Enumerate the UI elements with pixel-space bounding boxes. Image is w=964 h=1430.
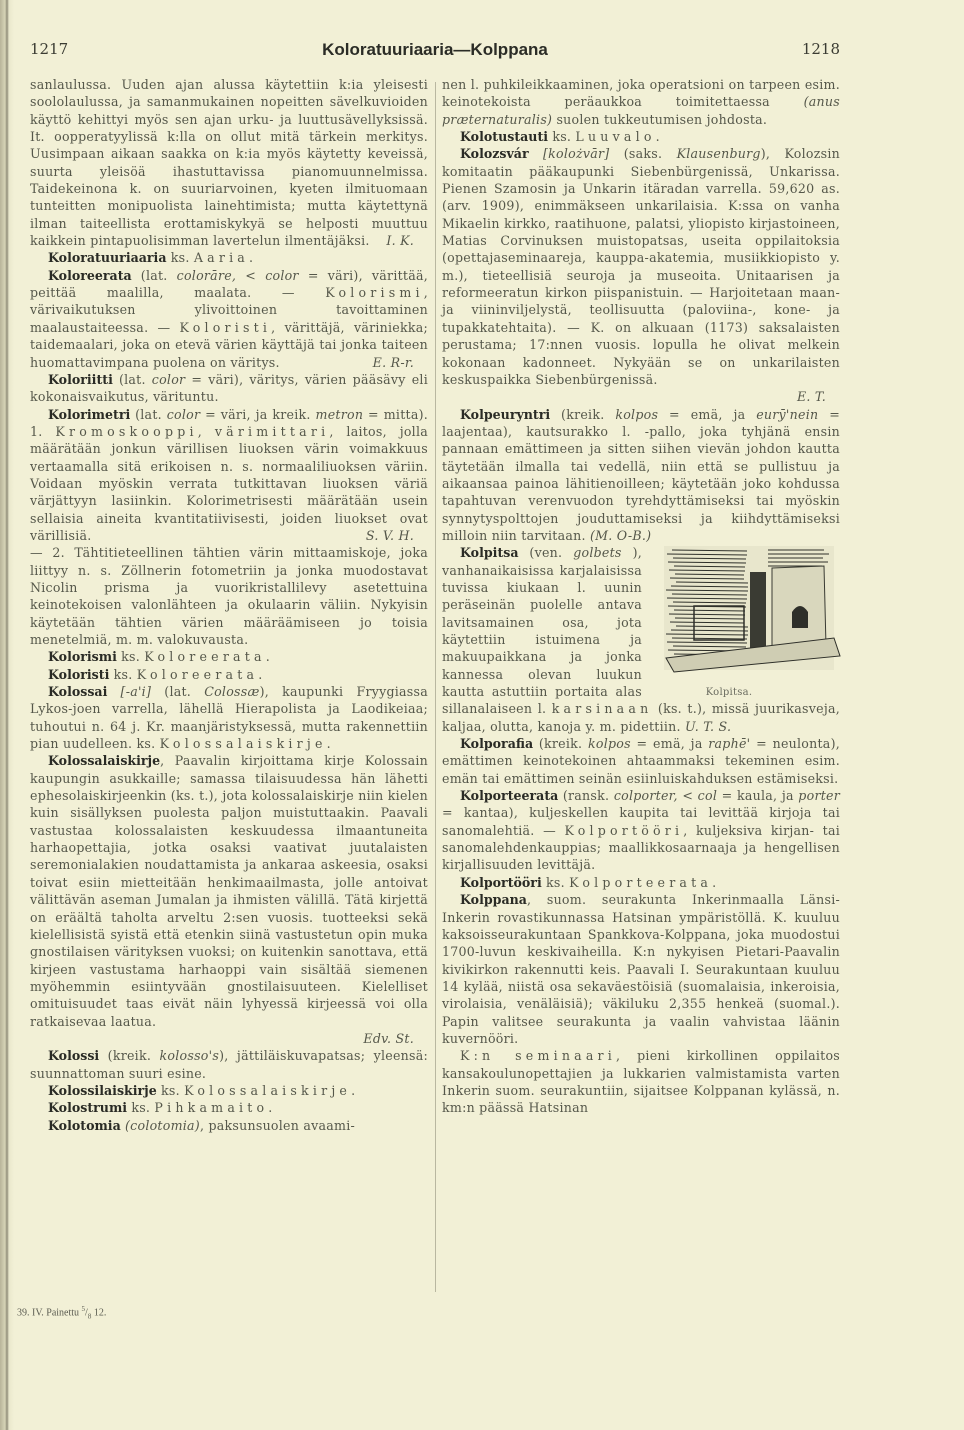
entry-italic-term: (anus præternaturalis) <box>442 94 840 127</box>
page-number-right: 1218 <box>801 40 840 58</box>
book-binding-edge <box>0 0 14 1430</box>
left-column <box>30 76 428 1134</box>
entry-paragraph <box>442 76 840 128</box>
entry-text: = emä, ja <box>630 736 709 752</box>
entry-text: . <box>655 129 660 145</box>
cross-reference: Koloreerata <box>144 649 266 665</box>
entry-text: (lat. <box>151 684 205 700</box>
entry-text: = kaula, ja <box>717 788 799 804</box>
entry-paragraph <box>30 371 428 406</box>
entry-text: . <box>268 1100 273 1116</box>
entry-text: . <box>249 250 254 266</box>
entry-paragraph <box>30 752 428 1047</box>
date-denominator: 8 <box>87 1312 92 1321</box>
entry-text: , paksunsuolen avaami- <box>199 1117 355 1133</box>
entry-text: = laajentaa), kautsurakko l. -pallo, joka tyhjänä ensin pannaan emättimeen ja sitten siihen vievän johdon kautta täytetään ilmalla tai vedellä, niin että se pullistuu ja aikaansaa painoa lähitienoilleen; käytetään joko kohdussa tapahtuvan verenvuodon tyrehdyttämiseksi tai myöskin synnytyspolttojen jouduttamiseksi ja kiihdyttämiseksi milloin niin tarvitaan. <box>442 406 840 543</box>
entry-text: , <box>197 423 215 439</box>
figure-caption: Kolpitsa. <box>705 687 753 699</box>
entry-text: (ks. t.), missä juurikasveja, kaljaa, olutta, kanoja y. m. pidettiin. <box>442 701 840 734</box>
entry-italic-term: [-a'i] <box>120 684 152 700</box>
cross-reference: K:n seminaari <box>460 1048 617 1064</box>
entry-headword: Koloriitti <box>48 371 113 387</box>
entry-italic-term: (colotomia) <box>125 1117 200 1133</box>
entry-headword: Kolorimetri <box>48 406 131 422</box>
entry-headword: Kolporafia <box>460 736 534 752</box>
entry-text: , kuljeksiva kirjan- tai sanomalehdenkauppias; maallikkosaarnaaja ja hengellisen kirjallisuuden levittäjä. <box>442 822 840 873</box>
entry-text: ), kaupunki Fryygiassa Lykos-joen varrella, lähellä Hierapolista ja Laodikeiaa; tuhoutui n. 64 j. Kr. maanjäristyksessä, mutta rakennettiin pian uudelleen. ks. <box>30 684 428 752</box>
entry-text: = väri), väritys, värien pääsävy eli kokonaisvaikutus, värituntu. <box>30 371 428 405</box>
entry-text: ks. <box>127 1100 155 1116</box>
entry-text: , pieni kirkollinen oppilaitos kansakoulunopettajien ja lukkarien valmistamista varten Inkerin suom. seurakuntiin, sijaitsee Kolppanan kylässä, n. km:n päässä Hatsinan <box>442 1048 840 1116</box>
entry-text: (lat. <box>112 371 152 387</box>
entry-paragraph <box>30 648 428 665</box>
cross-reference: Pihkamaito <box>154 1100 269 1116</box>
kolpitsa-illustration <box>654 546 844 700</box>
cross-reference: karsinaan <box>551 701 653 717</box>
entry-paragraph <box>442 891 840 1047</box>
entry-paragraph <box>30 76 428 249</box>
printing-signature: 39. IV. Painettu <box>17 1307 80 1319</box>
entry-italic-term: eurȳ'nein <box>756 406 819 422</box>
entry-text: ), jättiläiskuvapatsas; yleensä: suunnattoman suuri esine. <box>30 1048 429 1081</box>
entry-italic-term: golbets <box>573 545 622 561</box>
cross-reference: Kolporteerata <box>569 874 713 890</box>
entry-paragraph <box>442 735 840 787</box>
entry-text: ), vanhanaikaisissa karjalaisissa tuvissa kiukaan l. uunin peräseinän puolelle antava lavitsamainen osa, jota käytettiin istuimena ja makuupaikkana ja jonka kannessa olevan luukun kautta astuttiin portaita alas sillanalaiseen l. <box>442 545 642 717</box>
entry-headword: Kolossi <box>48 1048 100 1064</box>
entry-paragraph <box>30 1082 428 1099</box>
entry-paragraph <box>442 145 840 405</box>
entry-text: = kantaa), kuljeskellen kaupita tai levittää kirjoja tai sanomalehtiä. — <box>442 805 840 838</box>
author-signature: E. T. <box>796 389 826 405</box>
cross-reference: Kolportööri <box>564 822 684 838</box>
cross-reference: Koloristi <box>179 319 272 335</box>
entry-text: , Paavalin kirjoittama kirje Kolossain kaupungin asukkaille; samassa tilaisuudessa hän lähetti ephesolaiskirjeenkin (ks. t.), jota kolossalaiskirje niin kielen kuin sisällyksen puolesta paljon muistuttaakin. Paavali vastustaa kolossalaisten keskuudessa ilmaantuneita harhaopettajia, jotka osaksi vaativat juutalaisten seremonialakien noudattamista ja ankaraa askeesia, osaksi toivat esiin mietteitään henkimaailmasta, jolle antoivat välittävän aseman Jumalan ja ihmisten välillä. Tätä kirjettä on eräältä taholta arveltu 2:sen vuosis. tuotteeksi sekä kielellisistä syistä että etenkin siinä vastustetun opin muka gnostilaisen värityksen vuoksi; on kuitenkin sanottava, että kirjeen vastustama harhaoppi vain sisältää siemenen myöhemmin esiintyvään gnostilaisuuteen. Kielelliset omituisuudet taas eivät näin lyhyessä kirjeessä voi olla ratkaisevaa laatua. <box>30 753 428 1029</box>
entry-text <box>107 684 120 699</box>
entry-headword: Kolotustauti <box>460 129 549 145</box>
entry-paragraph <box>30 666 428 683</box>
entry-italic-term: U. T. S. <box>685 718 732 734</box>
entry-text: (lat. <box>131 267 177 283</box>
entry-text: (kreik. <box>533 736 588 752</box>
printing-year: 12. <box>93 1307 107 1319</box>
entry-headword: Koloristi <box>48 666 110 682</box>
entry-italic-term: colporter, < col <box>613 788 718 804</box>
entry-text: ), Kolozsin komitaatin pääkaupunki Siebenbürgenissä, Unkarissa. Pienen Szamosin ja Unkarin itäradan varrella. 59,620 as. (arv. 1909), enimmäkseen unkarilaisia. K:ssa on vanha Mikaelin kirkko, raatihuone, palatsi, yliopisto kirjastoineen, Matias Corvinuksen muistopatsas, useita oppilaitoksia (opettajaseminaareja, kauppa-akatemia, musiikkiopisto y. m.), tieteellisiä seuroja ja museoita. Unitaarisen ja reformeeratun kirkon piispanistuin. — Harjoitetaan maan- ja viininviljelystä, teollisuutta (paloviina-, kone- ja tupakkatehtaita). — K. on alkuaan (1173) saksalaisten perustama; 17:nnen vuosis. lopulla he olivat melkein kokonaan kadonneet. Nykyään se on unkarilaisten keskuspaikka Siebenbürgenissä. <box>442 146 840 387</box>
entry-text: (saks. <box>609 146 677 162</box>
entry-text: . <box>351 1082 356 1098</box>
printing-note: 39. IV. Painettu $^5/_8$ 12. <box>17 1305 107 1321</box>
cross-reference: Luuvalo <box>575 129 656 145</box>
cross-reference: Kromoskooppi <box>55 423 198 439</box>
entry-headword: Kolorismi <box>48 649 117 665</box>
entry-text: = emä, ja <box>658 406 757 422</box>
entry-paragraph <box>30 1047 428 1082</box>
entry-italic-term: porter <box>798 788 840 804</box>
entry-text: — 2. Tähtitieteellinen tähtien värin mittaamiskoje, joka liittyy n. s. Zöllnerin fotometriin ja jonka muodostavat Nicolin prisma ja vuorikristallilevy asetettuina keinotekoisen valonlähteen ja okulaarin väliin. Nykyisin käytetään tähtien värien määräämiseen jo toisia menetelmiä, m. m. valokuvausta. <box>30 545 428 647</box>
entry-headword: Kolppana <box>460 892 527 908</box>
author-signature: I. K. <box>386 233 414 249</box>
entry-text: = väri, ja kreik. <box>200 406 316 422</box>
page-number-left: 1217 <box>30 40 69 58</box>
entry-text: . <box>265 649 270 665</box>
entry-italic-term: [kolożvār] <box>542 146 610 162</box>
author-signature: S. V. H. <box>365 527 414 543</box>
entry-headword: Koloreerata <box>48 267 132 283</box>
entry-paragraph <box>30 1099 428 1116</box>
entry-text: = mitta). 1. <box>30 406 428 439</box>
entry-italic-term: colorāre, < color <box>176 267 299 283</box>
entry-headword: Kolossalaiskirje <box>48 753 161 769</box>
entry-headword: Kolozsvár <box>460 146 529 162</box>
entry-text: . <box>258 666 263 682</box>
entry-text: sanlaulussa. Uuden ajan alussa käytettiin k:ia yleisesti soololaulussa, ja samanmukainen nopeitten sävelkuvioiden käyttö kehittyi myös sen ajan urku- ja luuttusävellyksissä. It. oopperatyylissä k:lla on ollut mitä tärkein merkitys. Uusimpaan aikaan saakka on k:ia myös käytetty keveissä, suurta yleisöä ihastuttavissa pianomuunnelmissa. Taidekeinona k. on suuriarvoinen, kyeten ilmituomaan tunteitten monipuolista lainehtimista; mutta käytettynä ilman taiteellista erottamiskykyä se helposti muuttuu kaikkein pintapuolisimman lavertelun ilmentäjäksi. <box>30 77 428 249</box>
cross-reference: Koloreerata <box>136 666 259 682</box>
entry-paragraph <box>442 128 840 145</box>
entry-text: (ven. <box>518 545 574 561</box>
entry-paragraph <box>442 787 840 874</box>
cross-reference: Kolossalaiskirje <box>159 736 327 752</box>
cross-reference: Kolossalaiskirje <box>184 1082 352 1098</box>
running-title: Koloratuuriaaria—Kolppana <box>322 40 548 59</box>
page-header <box>30 40 840 62</box>
cross-reference: Aaria <box>193 250 250 266</box>
entry-paragraph <box>442 406 840 545</box>
entry-paragraph <box>30 267 428 371</box>
entry-text: suolen tukkeutumisen johdosta. <box>552 111 768 127</box>
entry-text: , värivaikutuksen ylivoittoinen tavoittaminen maalaustaiteessa. — <box>30 285 428 335</box>
entry-italic-term: kolpos <box>615 406 659 422</box>
cross-reference: Kolorismi <box>325 285 424 301</box>
entry-headword: Kolostrumi <box>48 1100 128 1116</box>
entry-text: (lat. <box>130 406 167 422</box>
entry-text: (kreik. <box>550 406 616 422</box>
entry-headword: Koloratuuriaaria <box>48 250 167 266</box>
entry-paragraph <box>30 544 428 648</box>
entry-text: ks. <box>116 649 145 665</box>
entry-headword: Kolossai <box>48 684 108 700</box>
author-signature: E. R-r. <box>372 354 414 370</box>
entry-text: . <box>326 736 331 752</box>
entry-text: ks. <box>541 874 570 890</box>
cross-reference: värimittari <box>214 423 330 439</box>
entry-headword: Kolpitsa <box>460 545 519 561</box>
entry-text: = väri), värittää, peittää maalilla, maalata. — <box>30 267 428 301</box>
entry-text: ks. <box>156 1082 185 1098</box>
entry-paragraph <box>30 1117 428 1134</box>
entry-headword: Kolportööri <box>460 874 542 890</box>
entry-italic-term: raphē' <box>708 736 751 752</box>
entry-italic-term: color <box>166 406 201 422</box>
entry-text: ks. <box>109 666 137 682</box>
entry-paragraph <box>442 874 840 891</box>
entry-text: . <box>712 874 717 890</box>
entry-italic-term: Klausenburg <box>676 146 761 162</box>
entry-text: , värittäjä, väriniekka; taidemaalari, joka on etevä värien käyttäjä tai jonka taiteen huomattavimpana puolena on väritys. <box>30 319 428 370</box>
entry-paragraph <box>442 544 840 735</box>
entry-italic-term: Colossæ <box>204 684 260 700</box>
entry-text: (ransk. <box>558 788 614 804</box>
entry-text: = neulonta), emättimen keinotekoinen ahtaammaksi tekeminen esim. emän tai emättimen seinän esiinluiskahduksen estämiseksi. <box>442 736 840 786</box>
entry-headword: Kolotomia <box>48 1117 121 1133</box>
date-numerator: 5 <box>81 1305 86 1313</box>
entry-paragraph <box>30 406 428 545</box>
entry-paragraph <box>30 249 428 266</box>
entry-headword: Kolporteerata <box>460 788 559 804</box>
entry-italic-term: (M. O-B.) <box>589 527 652 543</box>
entry-text: nen l. puhkileikkaaminen, joka operatsioni on tarpeen esim. keinotekoista peräaukkoa toimitettaessa <box>442 77 840 110</box>
column-divider <box>435 82 436 1292</box>
entry-paragraph <box>30 683 428 752</box>
entry-paragraph <box>442 1047 840 1116</box>
kolpitsa-drawing <box>654 546 844 674</box>
entry-text: , laitos, jolla määrätään jonkun värillisen liuoksen värin voimakkuus vertaamalla sitä erikoisen n. s. normaaliliuoksen väriin. Voidaan myöskin verrata tutkittavan liuoksen väriä värjättyyn lasiinkin. Kolorimetrisesti määrätään usein sellaisia aineita kvantitatiivisesti, joiden liuokset ovat värillisiä. <box>30 423 428 543</box>
entry-italic-term: metron <box>315 406 364 422</box>
author-signature: Edv. St. <box>363 1030 414 1046</box>
entry-headword: Kolossilaiskirje <box>48 1082 157 1098</box>
entry-italic-term: kolpos <box>588 736 631 752</box>
entry-headword: Kolpeuryntri <box>460 406 551 422</box>
entry-text: ks. <box>548 129 576 145</box>
entry-text <box>529 146 543 161</box>
entry-text: (kreik. <box>99 1048 160 1064</box>
entry-italic-term: kolosso's <box>159 1048 220 1064</box>
entry-text: , suom. seurakunta Inkerinmaalla Länsi-Inkerin rovastikunnassa Hatsinan ympäristöllä. K. kuuluu kaksoisseurakuntaan Spankkova-Kolppana, joka muodostui 1700-luvun keskivaiheilla. K:n nykyisen Pietari-Paavalin kivikirkon rakennutti keis. Paavali I. Seurakuntaan kuuluu 14 kylää, niistä osa sekaväestöisiä (suomalaisia, inkeroisia, virolaisia, venäläisiä); väkiluku 2,355 henkeä (suomal.). Papin valitsee seurakunta ja vaalin vahvistaa läänin kuvernööri. <box>442 892 840 1046</box>
entry-text: ks. <box>166 250 194 266</box>
right-column <box>442 76 840 1117</box>
entry-italic-term: color <box>151 371 186 387</box>
